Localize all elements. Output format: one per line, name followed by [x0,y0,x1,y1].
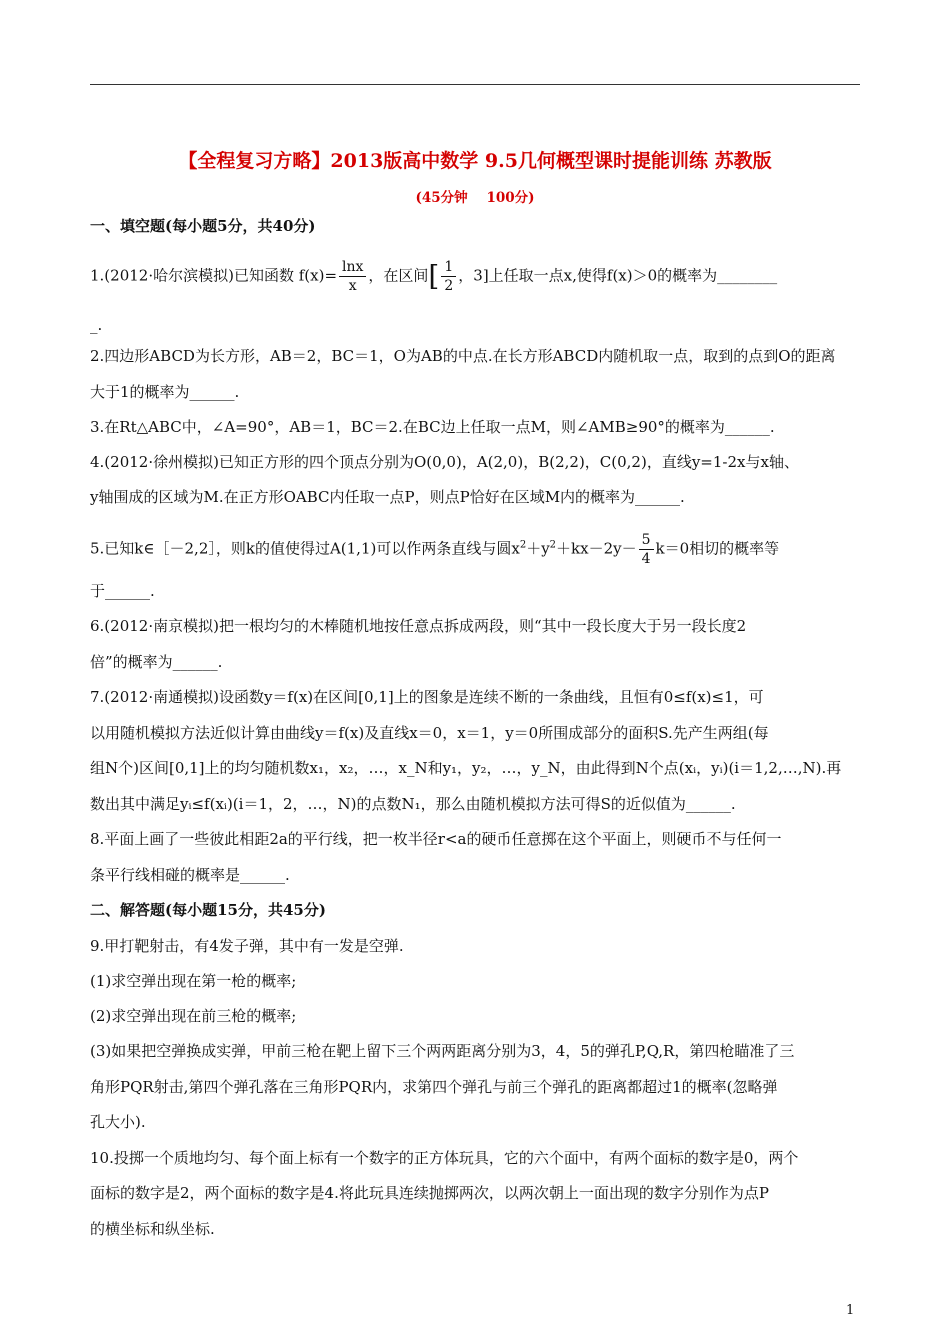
question-9-part-1: (1)求空弹出现在第一枪的概率; [90,972,297,990]
question-5-continued: 于______. [90,582,155,600]
question-4-line-2: y轴围成的区域为M.在正方形OABC内任取一点P，则点P恰好在区域M内的概率为______. [90,488,685,506]
q1-fraction [339,258,366,295]
q5-fraction-numerator: 5 [639,531,654,550]
q5-exponent-1: 2 [519,539,527,551]
q5-text-mid1: ＋y [526,539,550,558]
question-10-line-2: 面标的数字是2，两个面标的数字是4.将此玩具连续抛掷两次，以两次朝上一面出现的数字分别作为点P [90,1184,769,1202]
question-6-line-2: 倍”的概率为______. [90,653,223,671]
question-9-part-2: (2)求空弹出现在前三枪的概率; [90,1007,297,1025]
question-5 [90,531,862,568]
q5-text-post: k＝0相切的概率等 [655,539,780,558]
q5-exponent-2: 2 [549,539,557,551]
q5-text-pre: 5.已知k∈［－2,2］，则k的值使得过A(1,1)可以作两条直线与圆x [90,539,520,558]
question-9-part-3-line-2: 角形PQR射击,第四个弹孔落在三角形PQR内，求第四个弹孔与前三个弹孔的距离都超过1的概率(忽略弹 [90,1078,778,1096]
page-number: 1 [846,1303,855,1318]
q5-fraction-denominator: 4 [641,551,651,567]
q1-fraction-half [441,258,456,295]
section-heading-fill-in: 一、填空题(每小题5分，共40分) [90,217,316,235]
q1-half-denominator: 2 [444,278,454,294]
q1-fraction-numerator: lnx [339,258,366,277]
q1-left-bracket: [ [428,259,440,293]
question-7-line-1: 7.(2012·南通模拟)设函数y＝f(x)在区间[0,1]上的图象是连续不断的一条曲线，且恒有0≤f(x)≤1，可 [90,688,764,706]
document-subtitle: (45分钟 100分) [415,190,535,206]
q1-text-mid: ，在区间 [368,266,429,285]
question-9-line-1: 9.甲打靶射击，有4发子弹，其中有一发是空弹. [90,937,404,955]
question-10-line-3: 的横坐标和纵坐标. [90,1220,215,1238]
question-1 [90,258,862,295]
q5-fraction [639,531,654,568]
q1-text-post: ，3]上任取一点x,使得f(x)＞0的概率为________ [458,266,778,285]
question-7-line-4: 数出其中满足yᵢ≤f(xᵢ)(i＝1，2，…，N)的点数N₁，那么由随机模拟方法可得S的近似值为______. [90,795,736,813]
question-8-line-1: 8.平面上画了一些彼此相距2a的平行线，把一枚半径r<a的硬币任意掷在这个平面上，则硬币不与任何一 [90,830,782,848]
q1-half-numerator: 1 [441,258,456,277]
q1-fraction-denominator: x [348,278,357,294]
question-2-line-2: 大于1的概率为______. [90,383,240,401]
question-2-line-1: 2.四边形ABCD为长方形，AB＝2，BC＝1，O为AB的中点.在长方形ABCD内随机取一点，取到的点到O的距离 [90,347,836,365]
document-title: 【全程复习方略】2013版高中数学 9.5几何概型课时提能训练 苏教版 [178,150,772,172]
question-8-line-2: 条平行线相碰的概率是______. [90,866,290,884]
question-1-continued: _. [90,316,103,334]
question-6-line-1: 6.(2012·南京模拟)把一根均匀的木棒随机地按任意点拆成两段，则“其中一段长度大于另一段长度2 [90,617,747,635]
question-9-part-3-line-1: (3)如果把空弹换成实弹，甲前三枪在靶上留下三个两两距离分别为3，4，5的弹孔P,Q,R，第四枪瞄准了三 [90,1042,795,1060]
question-4-line-1: 4.(2012·徐州模拟)已知正方形的四个顶点分别为O(0,0)，A(2,0)，B(2,2)，C(0,2)，直线y=1-2x与x轴、 [90,453,799,471]
question-9-part-3-line-3: 孔大小). [90,1113,146,1131]
question-3: 3.在Rt△ABC中，∠A=90°，AB＝1，BC＝2.在BC边上任取一点M，则∠AMB≥90°的概率为______. [90,418,775,436]
question-10-line-1: 10.投掷一个质地均匀、每个面上标有一个数字的正方体玩具，它的六个面中，有两个面标的数字是0，两个 [90,1149,799,1167]
question-7-line-2: 以用随机模拟方法近似计算由曲线y＝f(x)及直线x＝0，x＝1，y＝0所围成部分的面积S.先产生两组(每 [90,724,769,742]
q5-text-mid2: ＋kx－2y－ [556,539,637,558]
question-7-line-3: 组N个)区间[0,1]上的均匀随机数x₁，x₂，…，x_N和y₁，y₂，…，y_N，由此得到N个点(xᵢ，yᵢ)(i＝1,2,…,N).再 [90,759,842,777]
q1-text-pre: 1.(2012·哈尔滨模拟)已知函数 f(x)= [90,266,338,285]
header-rule [90,84,860,85]
section-heading-solutions: 二、解答题(每小题15分，共45分) [90,901,326,919]
